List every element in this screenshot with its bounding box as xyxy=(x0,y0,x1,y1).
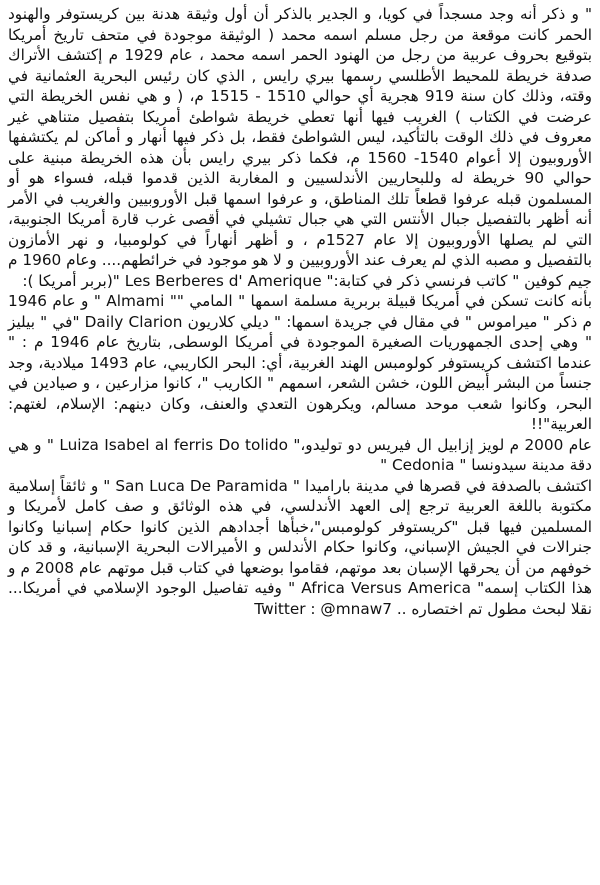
paragraph: عام 2000 م لويز إزابيل ال فيريس دو توليدو،" Luiza Isabel al ferris Do tolido " و هي دقة مدينة سيدونسا " Cedonia " xyxy=(8,435,593,474)
paragraph: بأنه كانت تسكن في أمريكا قبيلة بربرية مسلمة اسمها " المامي "" Almami " و عام 1946 م ذكر " ميراموس " في مقال في جريدة اسمها: " ديلي كلاريون Daily Clarion "في " بيليز " وهي إحدى الجمهوريات الصغيرة الموجودة في أمريكا الوسطى, بتاريخ عام 1946 م : " عندما اكتشف كريستوفر كولومبس الهند الغربية، أي: البحر الكاريبي، عام 1493 ميلادية، وجد جنساً من البشر أبيض اللون، خشن الشعر، اسمهم " الكاريب "، كانوا مزارعين ، و صيادين في البحر، وكانوا شعب موحد مسالم، ويكرهون التعدي والعنف، وكان دينهم: الإسلام، لغتهم: العربية"!! xyxy=(8,292,592,433)
article-body xyxy=(8,4,592,619)
paragraph: اكتشف بالصدفة في قصرها في مدينة باراميدا " San Luca De Paramida " و ثائقاً إسلامية مكتوبة باللغة العربية ترجع إلى العهد الأندلسي، في هذه الوثائق و صف كامل لأمريكا و المسلمين فيها قبل "كريستوفر كولومبس"،خبأها أجدادهم الذين كانوا حكام إسبانيا وكانوا جنرالات في الجيش الإسباني، وكانوا حكام الأندلس و الأميرالات البحرية الإسبانية، و قد كان خوفهم من أن يحرقها الإسبان بعد موتهم، فقاموا بوضعها في كتاب قبل موتهم عام 2008 م و هذا الكتاب إسمه" Africa Versus America " وفيه تفاصيل الوجود الإسلامي في أمريكا... نقلا لبحث مطول تم اختصاره .. Twitter : @mnaw7 xyxy=(8,476,592,618)
paragraph: " و ذكر أنه وجد مسجداً في كويا، و الجدير بالذكر أن أول وثيقة هدنة بين كريستوفر والهنود الحمر كانت موقعة من رجل مسلم اسمه محمد ( الوثيقة موجودة في متحف تاريخ أمريكا بتوقيع بحروف عربية من رجل من الهنود الحمر اسمه محمد ، عام 1929 م إكتشف الأتراك صدفة خريطة للمحيط الأطلسي رسمها بيري رايس , الذي كان رئيس البحرية العثمانية في وقته، وذلك كان سنة 919 هجرية أي حوالي 1510 - 1515 م، ( و هي نفس الخريطة التي عرضت في الكتاب ) الغريب فيها أنها تعطي خريطة شواطئ أمريكا بتفصيل متناهي غير معروف في ذلك الوقت بالتأكيد، ليس الشواطئ فقط، بل ذكر فيها أنهار و أماكن لم يكتشفها الأوروبيون إلا أعوام 1540- 1560 م، فكما ذكر بيري رايس بأن هذه الخريطة مبنية على حوالي 90 خريطة له وللبحاريين الأندلسيين و المغاربة الذين قدموا قبله، فسواء هو أو المسلمون قبله عرفوا قطعاً تلك المناطق، و عرفوا اسمها قبل الأوروبيين والغريب في الأمر أنه أظهر بالتفصيل جبال الأنتس التي هي جبال تشيلي في أقصى غرب قارة أمريكا الجنوبية، التي لم يصلها الأوروبيون إلا عام 1527م ، و أظهر أنهاراً في كولومبيا، و نهر الأمازون بالتفصيل و مصبه الذي لم يعرف عند الأوروبيين و لا هو موجود في خرائطهم.... وعام 1960 م جيم كوفين " كاتب فرنسي ذكر في كتابة:" Les Berberes d' Amerique "(بربر أمريكا ): xyxy=(8,5,592,290)
